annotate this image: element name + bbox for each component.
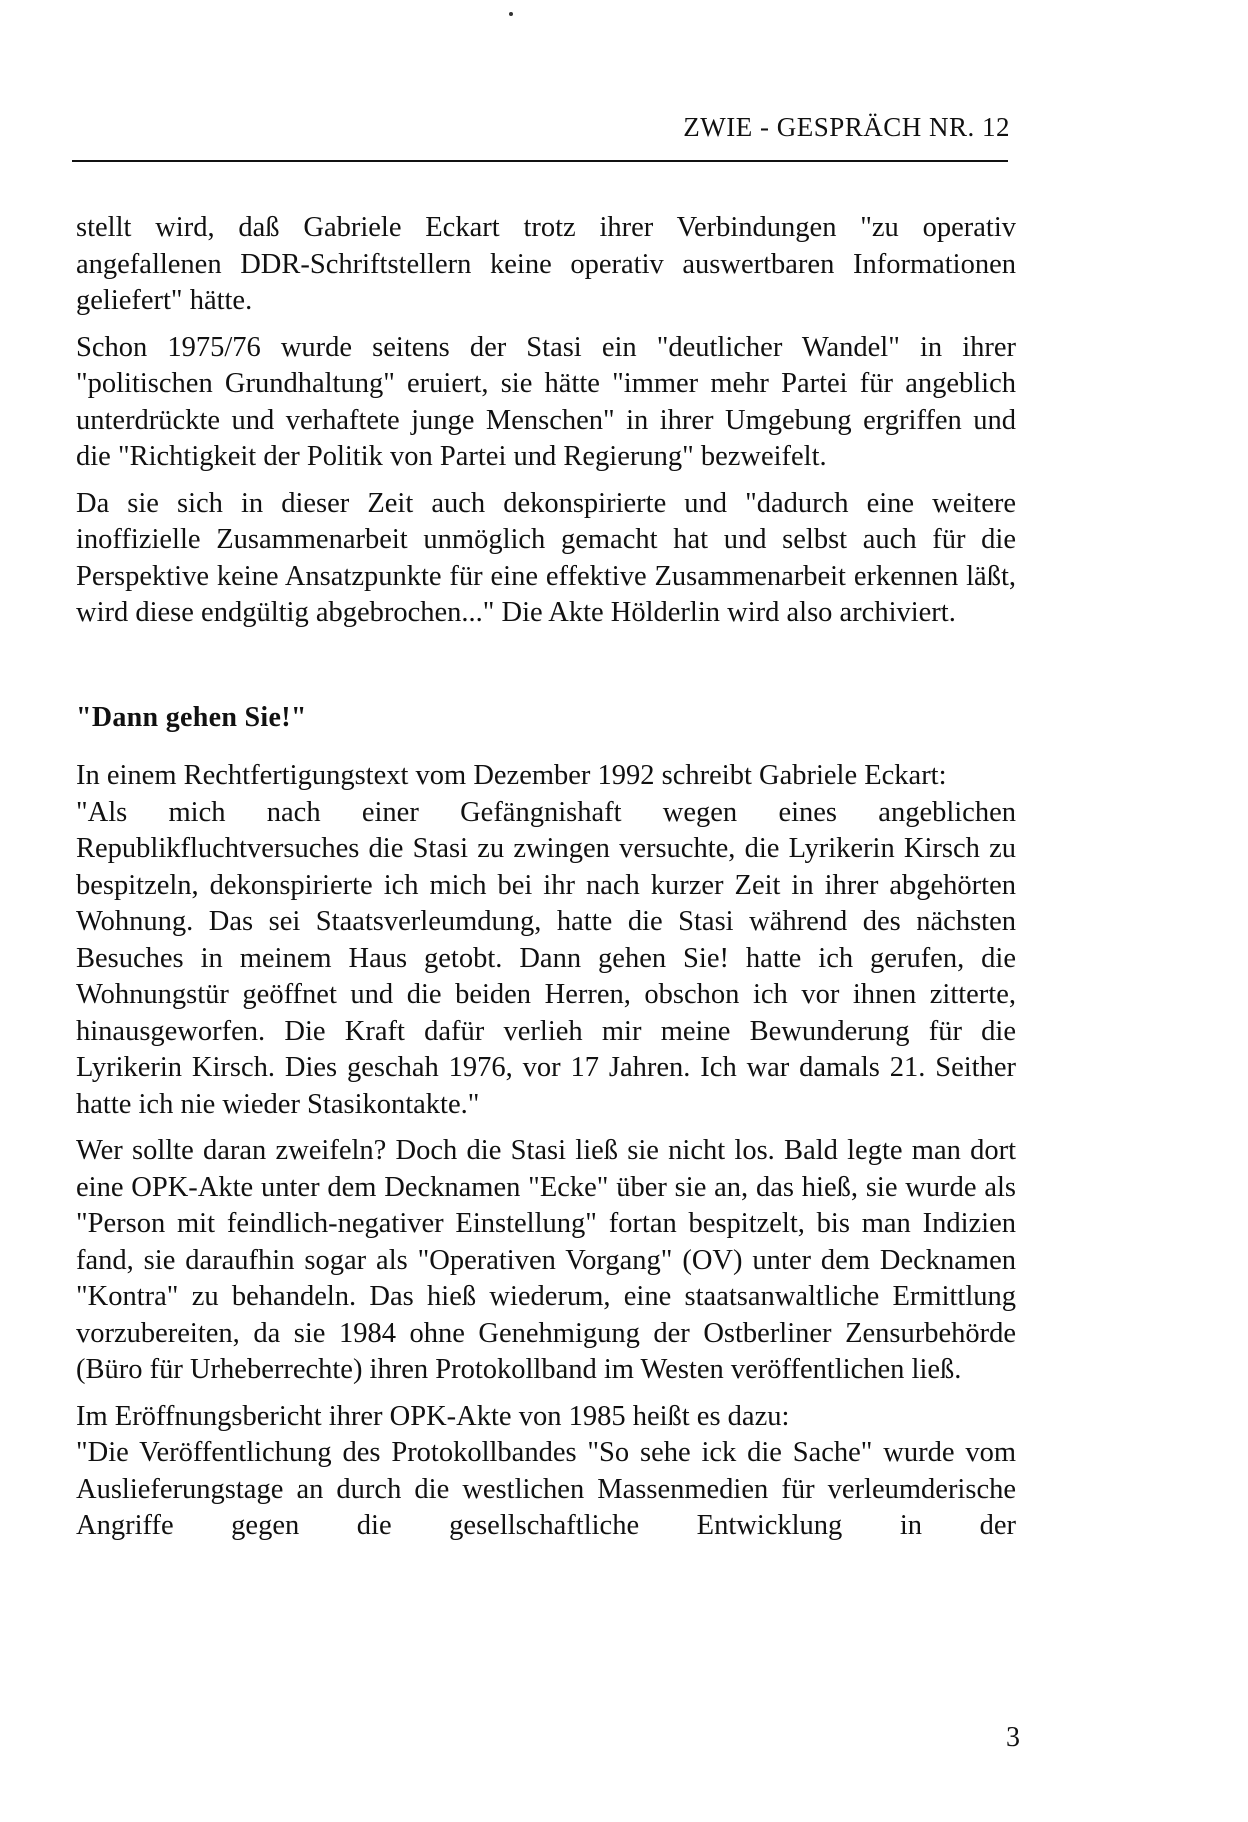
running-header: ZWIE - GESPRÄCH NR. 12 [683,112,1010,142]
paragraph-4: In einem Rechtfertigungstext vom Dezember 1992 schreibt Gabriele Eckart: [76,760,947,791]
section-heading: "Dann gehen Sie!" [76,701,307,733]
paragraph-7: Im Eröffnungsbericht ihrer OPK-Akte von 1985 heißt es dazu: [76,1400,790,1432]
paragraph-1: stellt wird, daß Gabriele Eckart trotz ihrer Verbindungen "zu operativ angefallenen DDR-Schriftstellern keine operativ auswertbaren Informationen geliefert" hätte. [76,212,1016,316]
body-text [76,210,1016,1555]
paragraph-8: "Die Veröffentlichung des Protokollbandes "So sehe ick die Sache" wurde vom Auslieferungstage an durch die westlichen Massenmedien für verleumderische Angriffe gegen die gesellschaftliche Entwicklung in der [76,1437,1016,1541]
page-number: 3 [1006,1722,1020,1753]
quote-paragraph: "Als mich nach einer Gefängnishaft wegen eines angeblichen Republikfluchtversuches die Stasi zu zwingen versuchte, die Lyrikerin Kirsch zu bespitzeln, dekonspirierte ich mich bei ihr nach kurzer Zeit in ihrer abgehörten Wohnung. Das sei Staatsverleumdung, hatte die Stasi während des nächsten Besuches in meinem Haus getobt. Dann gehen Sie! hatte ich gerufen, die Wohnungstür geöffnet und die beiden Herren, obschon ich vor ihnen zitterte, hinausgeworfen. Die Kraft dafür verlieh mir meine Bewunderung für die Lyrikerin Kirsch. Dies geschah 1976, vor 17 Jahren. Ich war damals 21. Seither hatte ich nie wieder Stasikontakte." [76,796,1016,1120]
header-rule [72,160,1008,162]
paragraph-6: Wer sollte daran zweifeln? Doch die Stasi ließ sie nicht los. Bald legte man dort eine OPK-Akte unter dem Decknamen "Ecke" über sie an, das hieß, sie wurde als "Person mit feindlich-negativer Einstellung" fortan bespitzelt, bis man Indizien fand, sie daraufhin sogar als "Operativen Vorgang" (OV) unter dem Decknamen "Kontra" zu behandeln. Das hieß wiederum, eine staatsanwaltliche Ermittlung vorzubereiten, da sie 1984 ohne Genehmigung der Ostberliner Zensurbehörde (Büro für Urheberrechte) ihren Protokollband im Westen veröffentlichen ließ. [76,1135,1016,1385]
scan-speck [509,12,513,16]
paragraph-3: Da sie sich in dieser Zeit auch dekonspirierte und "dadurch eine weitere inoffizielle Zusammenarbeit unmöglich gemacht hat und selbst auch für die Perspektive keine Ansatzpunkte für eine effektive Zusammenarbeit erkennen läßt, wird diese endgültig abgebrochen..." Die Akte Hölderlin wird also archiviert. [76,487,1016,628]
paragraph-2: Schon 1975/76 wurde seitens der Stasi ein "deutlicher Wandel" in ihrer "politischen Grundhaltung" eruiert, sie hätte "immer mehr Partei für angeblich unterdrückte und verhaftete junge Menschen" in ihrer Umgebung ergriffen und die "Richtigkeit der Politik von Partei und Regierung" bezweifelt. [76,331,1016,472]
